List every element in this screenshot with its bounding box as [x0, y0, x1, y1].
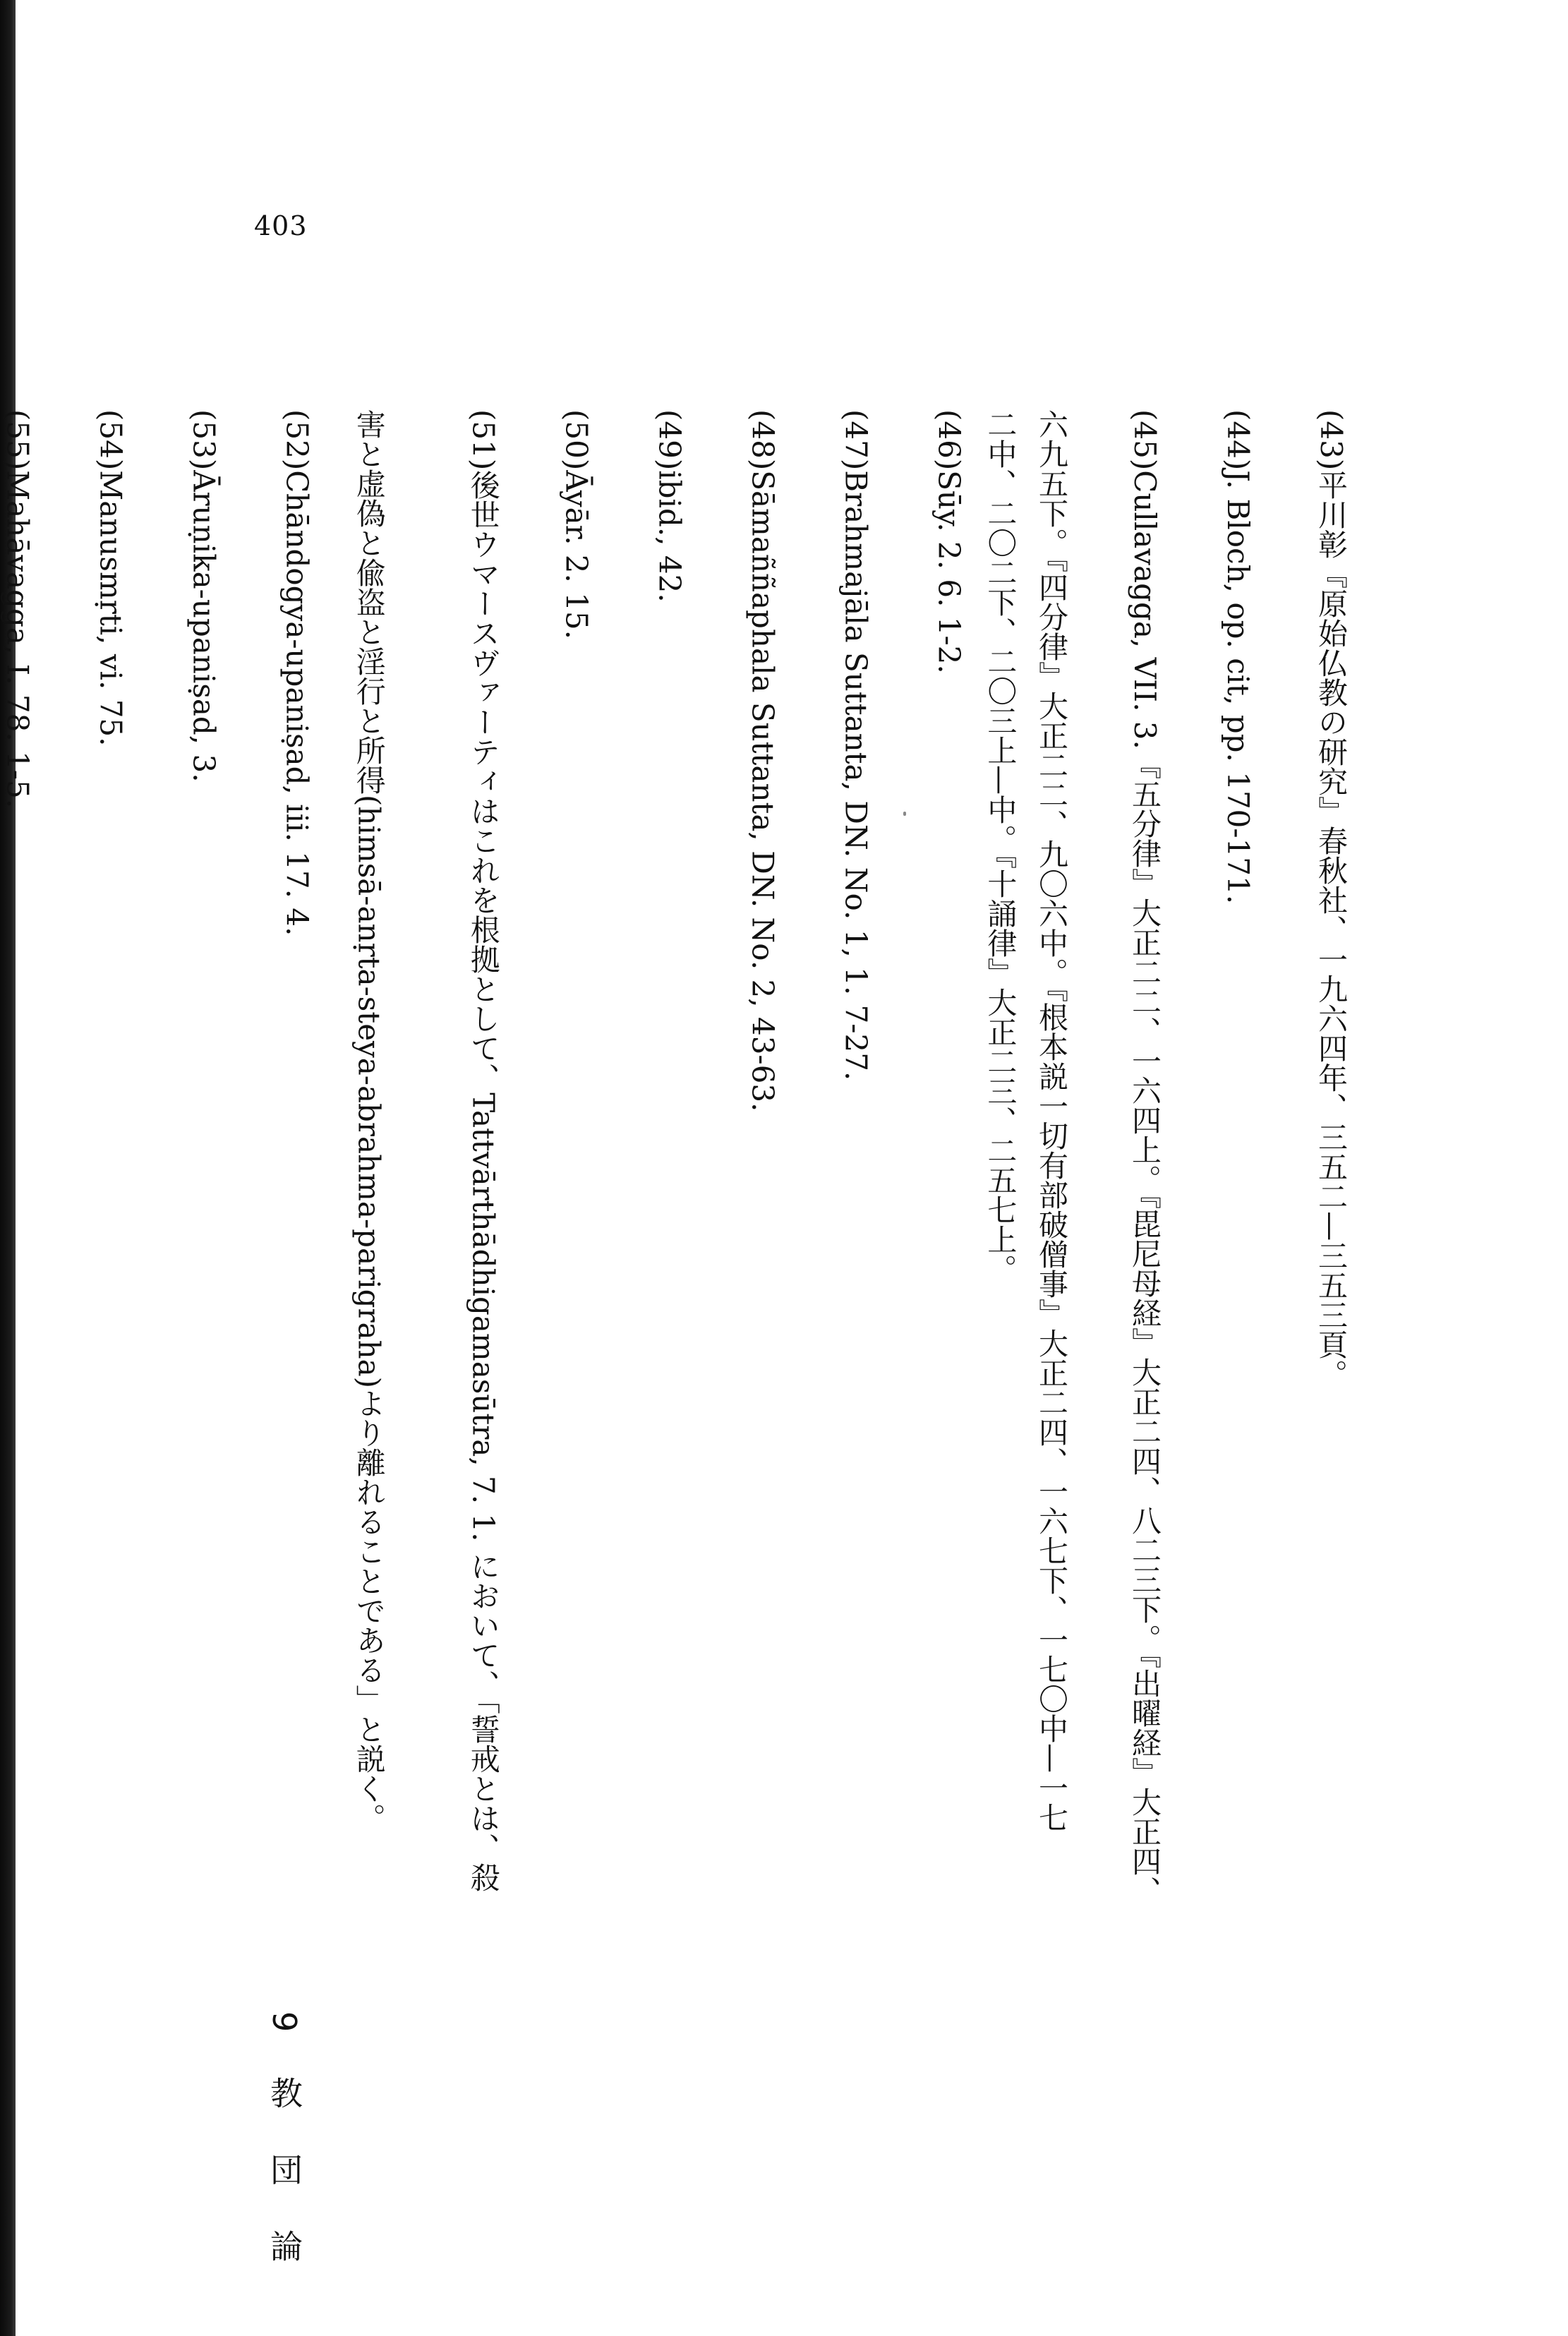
note-text: Brahmajāla Suttanta, DN. No. 1, 1. 7-27.	[838, 470, 874, 1081]
note-55	[0, 409, 43, 2075]
note-54	[43, 409, 136, 2075]
note-46	[881, 409, 975, 2075]
note-text: Mahāvagga, I. 78. 1-5.	[0, 470, 35, 809]
page-number: 403	[254, 210, 308, 241]
note-number: (44)	[1221, 409, 1255, 471]
note-text: Sūy. 2. 6. 1-2.	[931, 470, 967, 674]
note-52	[229, 409, 322, 2075]
note-text: Āruṇika-upaniṣad, 3.	[186, 470, 222, 783]
note-text: Chāndogya-upaniṣad, iii. 17. 4.	[279, 470, 315, 937]
note-47	[788, 409, 881, 2075]
note-text: 平川彰『原始仏教の研究』春秋社、一九六四年、三五二—三五三頁。	[1314, 470, 1349, 1390]
note-number: (47)	[838, 409, 874, 471]
note-45-continued	[1025, 409, 1077, 2075]
note-text: Āyār. 2. 15.	[559, 470, 594, 639]
note-43	[1263, 409, 1356, 2075]
note-text: Manusmṛti, vi. 75.	[93, 470, 128, 747]
note-number: (43)	[1314, 409, 1349, 471]
note-number: (48)	[745, 409, 780, 471]
note-53	[136, 409, 229, 2075]
note-text: 害と虚偽と偸盗と淫行と所得(himsā-anṛta-steya-abrahma-parigraha)より離れることである」と説く。	[351, 409, 387, 1834]
note-number: (51)	[466, 409, 501, 471]
note-number: (50)	[559, 409, 594, 471]
note-45	[1077, 409, 1170, 2075]
note-text: Cullavagga, VII. 3.『五分律』大正二二、一六四上。『毘尼母経』大正二四、八二三下。『出曜経』大正四、	[1128, 470, 1162, 1905]
note-44	[1170, 409, 1263, 2075]
note-text: 後世ウマースヴァーティはこれを根拠として、Tattvārthādhigamasūtra, 7. 1. において、「誓戒とは、殺	[466, 470, 501, 1892]
note-number: (52)	[279, 409, 315, 471]
scan-speck	[903, 812, 906, 816]
note-number: (45)	[1128, 409, 1162, 471]
note-number: (54)	[93, 409, 128, 471]
endnotes	[0, 409, 1356, 2075]
note-number: (53)	[186, 409, 222, 471]
note-50	[509, 409, 602, 2075]
note-number: (49)	[652, 409, 687, 471]
note-51-continued	[322, 409, 416, 2075]
note-51	[416, 409, 509, 2075]
note-text: ibid., 42.	[652, 470, 687, 603]
note-text: Sāmaññaphala Suttanta, DN. No. 2, 43-63.	[745, 470, 780, 1112]
note-49	[602, 409, 695, 2075]
chapter-footer: 9 教 団 論	[265, 2011, 303, 2280]
note-text: 二中、二〇二下、二〇三上—中。『十誦律』大正二三、二五七上。	[983, 409, 1018, 1284]
note-48	[695, 409, 788, 2075]
note-45-continued	[975, 409, 1026, 2075]
note-number: (46)	[931, 409, 967, 471]
note-text: 六九五下。『四分律』大正二二、九〇六中。『根本説一切有部破僧事』大正二四、一六七下、一七〇中—一七	[1035, 409, 1069, 1832]
note-number: (55)	[0, 409, 35, 471]
note-text: J. Bloch, op. cit, pp. 170-171.	[1221, 470, 1255, 905]
